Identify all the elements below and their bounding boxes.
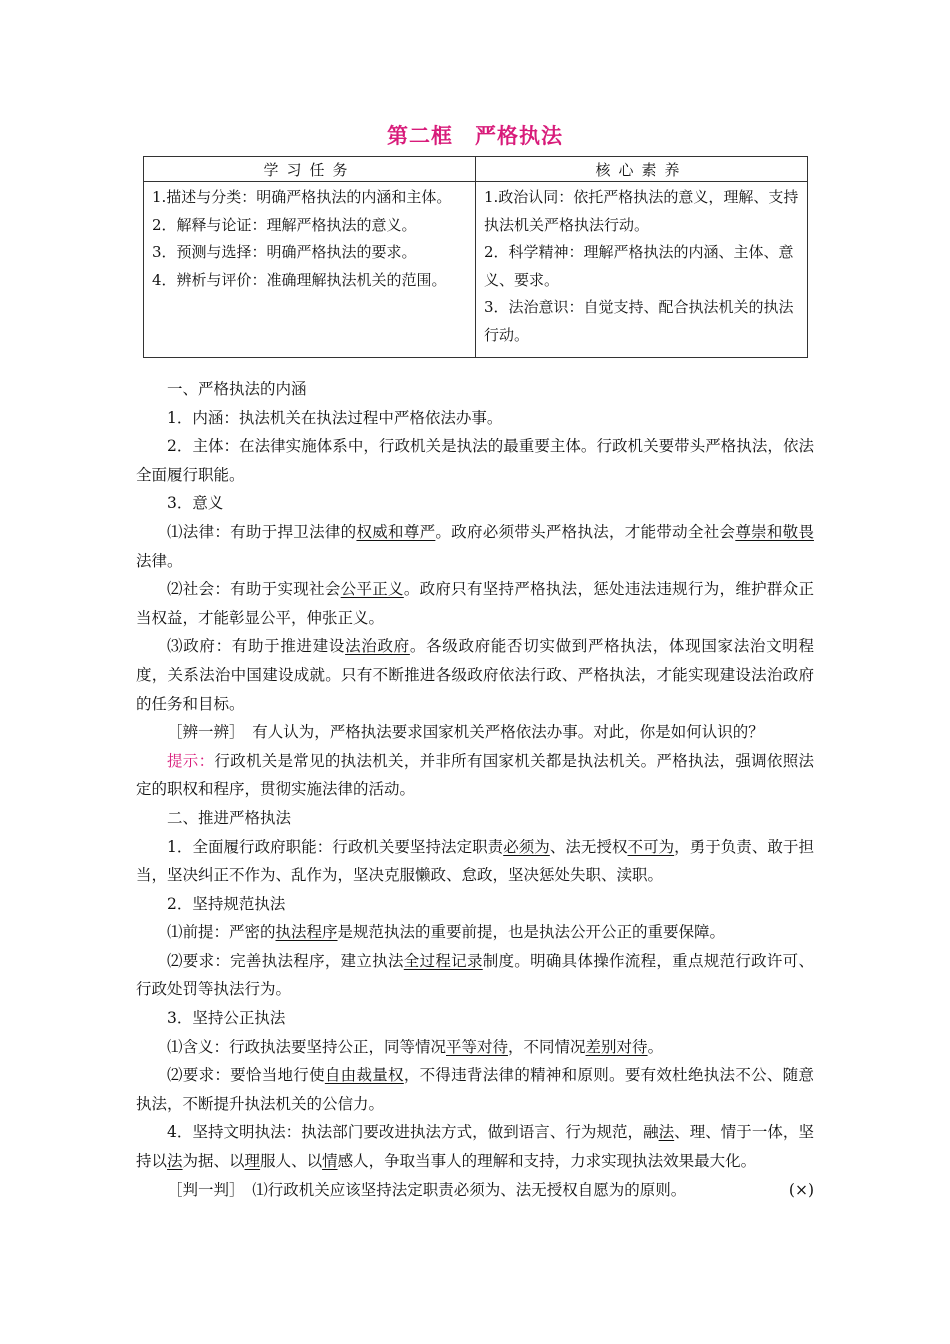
page-title: 第二框 严格执法 <box>387 124 563 148</box>
judgement-question: ［判一判］ ⑴行政机关应该坚持法定职责必须为、法无授权自愿为的原则。 (×) <box>136 1176 814 1205</box>
key-term: 公平正义 <box>340 580 404 599</box>
paragraph: ⑴前提：严密的执法程序是规范执法的重要前提，也是执法公开公正的重要保障。 <box>167 923 726 942</box>
paragraph: ⑵社会：有助于实现社会公平正义。政府只有坚持严格执法，惩处违法违规行为，维护群众正当权益，才能彰显公平，伸张正义。 <box>136 580 814 627</box>
judgement-answer: (×) <box>788 1180 814 1199</box>
key-term: 权威和尊严 <box>356 522 436 541</box>
section-heading: 二、推进严格执法 <box>167 808 292 827</box>
paragraph: ⑵要求：要恰当地行使自由裁量权，不得违背法律的精神和原则。要有效杜绝执法不公、随意执法，不断提升执法机关的公信力。 <box>136 1066 814 1113</box>
task-line: 1.描述与分类：明确严格执法的内涵和主体。 <box>152 188 452 206</box>
paragraph: 1．全面履行政府职能：行政机关要坚持法定职责必须为、法无授权不可为，勇于负责、敢于担当，坚决纠正不作为、乱作为，坚决克服懒政、怠政，坚决惩处失职、渎职。 <box>136 837 814 885</box>
table-header-literacy: 核心素养 <box>476 157 808 182</box>
literacy-line: 1.政治认同：依托严格执法的意义，理解、支持执法机关严格执法行动。 <box>484 188 799 234</box>
key-term: 法 <box>167 1152 183 1171</box>
paragraph: ⑶政府：有助于推进建设法治政府。各级政府能否切实做到严格执法，体现国家法治文明程度，关系法治中国建设成就。只有不断推进各级政府依法行政、严格执法，才能实现建设法治政府的任务和目标。 <box>136 637 814 713</box>
paragraph: ⑴含义：行政执法要坚持公正，同等情况平等对待，不同情况差别对待。 <box>167 1037 664 1056</box>
literacy-line: 2．科学精神：理解严格执法的内涵、主体、意义、要求。 <box>484 243 794 289</box>
key-term: 理 <box>244 1152 261 1171</box>
hint-paragraph: 提示：行政机关是常见的执法机关，并非所有国家机关都是执法机关。严格执法，强调依照法定的职权和程序，贯彻实施法律的活动。 <box>136 751 814 799</box>
subheading: 2．坚持规范执法 <box>167 894 286 913</box>
literacy-line: 3．法治意识：自觉支持、配合执法机关的执法行动。 <box>484 298 794 344</box>
discussion-question: ［辨一辨］ 有人认为，严格执法要求国家机关严格依法办事。对此，你是如何认识的？ <box>167 723 764 742</box>
task-cell <box>144 182 476 358</box>
content-body <box>136 375 814 1204</box>
task-line: 3．预测与选择：明确严格执法的要求。 <box>152 243 417 261</box>
key-term: 执法程序 <box>275 923 338 942</box>
key-term: 法 <box>658 1123 675 1142</box>
section-heading: 一、严格执法的内涵 <box>167 380 307 398</box>
paragraph: 1．内涵：执法机关在执法过程中严格依法办事。 <box>167 408 503 427</box>
subheading: 3．坚持公正执法 <box>167 1009 286 1028</box>
paragraph: ⑵要求：完善执法程序，建立执法全过程记录制度。明确具体操作流程，重点规范行政许可、行政处罚等执法行为。 <box>136 951 814 999</box>
subheading: 3．意义 <box>167 494 224 513</box>
table-header-tasks: 学习任务 <box>144 157 476 182</box>
key-term: 情 <box>322 1152 338 1171</box>
hint-label: 提示： <box>167 751 215 770</box>
key-term: 自由裁量权 <box>324 1066 404 1085</box>
task-line: 4．辨析与评价：准确理解执法机关的范围。 <box>152 270 447 289</box>
key-term: 尊崇和敬畏 <box>735 522 814 541</box>
key-term: 不可为 <box>627 837 675 856</box>
literacy-cell <box>476 182 808 358</box>
key-term: 法治政府 <box>345 637 410 656</box>
task-table <box>143 156 808 358</box>
paragraph: ⑴法律：有助于捍卫法律的权威和尊严。政府必须带头严格执法，才能带动全社会尊崇和敬畏法律。 <box>136 522 814 570</box>
key-term: 必须为 <box>503 837 550 856</box>
task-line: 2．解释与论证：理解严格执法的意义。 <box>152 215 417 234</box>
paragraph: 4．坚持文明执法：执法部门要改进执法方式，做到语言、行为规范，融法、理、情于一体，坚持以法为据、以理服人、以情感人，争取当事人的理解和支持，力求实现执法效果最大化。 <box>136 1123 814 1171</box>
key-term: 差别对待 <box>585 1037 648 1056</box>
paragraph: 2．主体：在法律实施体系中，行政机关是执法的最重要主体。行政机关要带头严格执法，依法全面履行职能。 <box>136 437 814 484</box>
key-term: 全过程记录 <box>403 951 483 970</box>
key-term: 平等对待 <box>446 1037 509 1056</box>
